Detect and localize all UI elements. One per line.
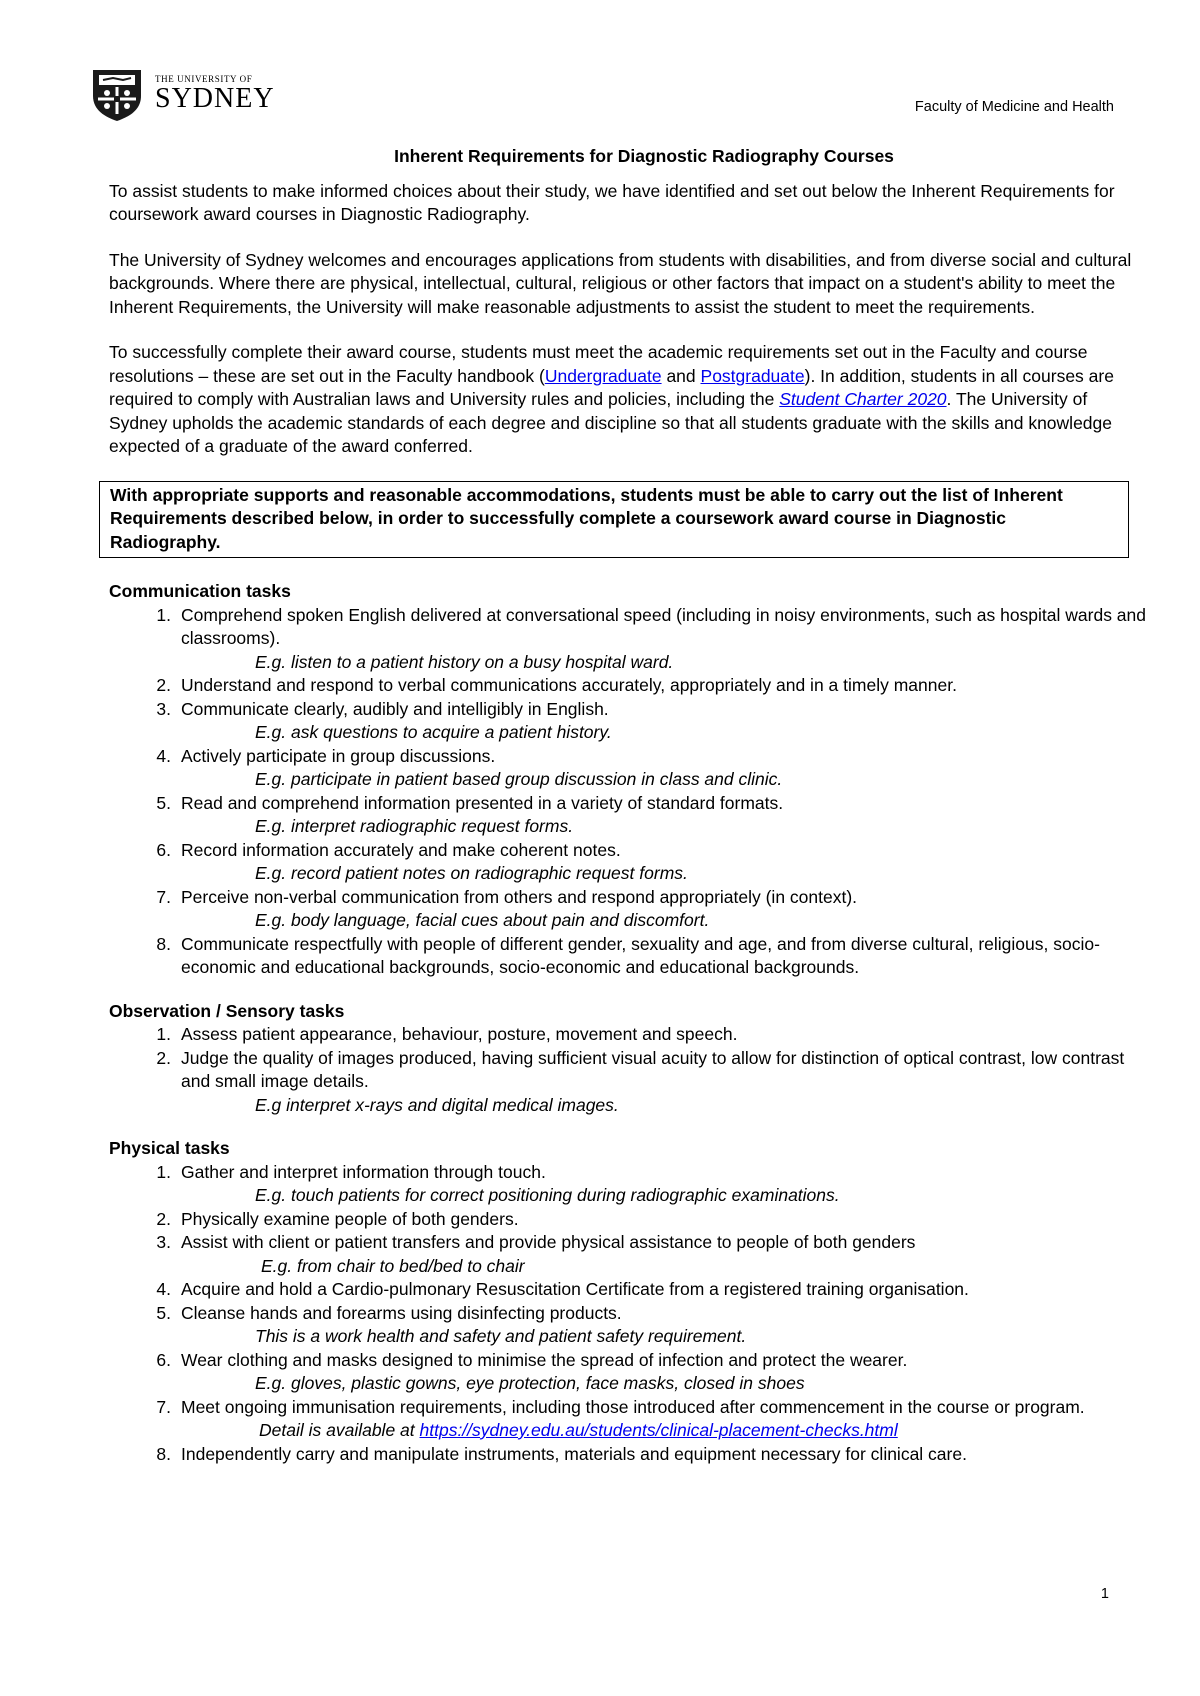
- list-item: 2. Judge the quality of images produced, having sufficient visual acuity to allow for distinction of optical contrast, low contrast and small image details. E.g interpret x-rays and digital medical images.: [109, 1047, 1149, 1118]
- example-text: E.g. body language, facial cues about pain and discomfort.: [255, 910, 710, 930]
- welcome-paragraph: The University of Sydney welcomes and encourages applications from students with disabilities, and from diverse social and cultural backgrounds. Where there are physical, intellectual, cultural, religious or other factors that impact on a student's ability to meet the Inherent Requirements, the University will make reasonable adjustments to assist the student to meet the requirements.: [109, 249, 1132, 317]
- communication-heading: Communication tasks: [109, 581, 291, 601]
- example-text: E.g. participate in patient based group discussion in class and clinic.: [255, 769, 783, 789]
- physical-list: [109, 1161, 1149, 1467]
- list-item: 7. Perceive non-verbal communication from others and respond appropriately (in context). E.g. body language, facial cues about pain and discomfort.: [109, 886, 1149, 933]
- intro-paragraph: To assist students to make informed choices about their study, we have identified and set out below the Inherent Requirements for coursework award courses in Diagnostic Radiography.: [109, 180, 1115, 224]
- list-item: 4. Acquire and hold a Cardio-pulmonary Resuscitation Certificate from a registered training organisation.: [156, 1279, 969, 1299]
- list-item: 6. Record information accurately and make coherent notes. E.g. record patient notes on radiographic request forms.: [109, 839, 1149, 886]
- undergraduate-link[interactable]: Undergraduate: [544, 365, 662, 386]
- example-text: E.g interpret x-rays and digital medical images.: [255, 1094, 619, 1115]
- university-crest-icon: [89, 66, 145, 122]
- boxed-notice: With appropriate supports and reasonable accommodations, students must be able to carry out the list of Inherent Requirements described below, in order to successfully complete a coursework award course in Diagnostic Radiography.: [99, 481, 1129, 559]
- list-item: 6. Wear clothing and masks designed to minimise the spread of infection and protect the wearer. E.g. gloves, plastic gowns, eye protection, face masks, closed in shoes: [109, 1349, 1149, 1396]
- clinical-placement-checks-link[interactable]: https://sydney.edu.au/students/clinical-placement-checks.html: [419, 1420, 898, 1440]
- example-text: E.g. touch patients for correct positioning during radiographic examinations.: [255, 1185, 840, 1205]
- list-item: 1. Assess patient appearance, behaviour, posture, movement and speech.: [156, 1024, 738, 1044]
- list-item: 1. Comprehend spoken English delivered at conversational speed (including in noisy environments, such as hospital wards and classrooms). E.g. listen to a patient history on a busy hospital ward.: [109, 604, 1149, 675]
- observation-heading: Observation / Sensory tasks: [109, 1000, 345, 1021]
- observation-list: [109, 1023, 1149, 1117]
- list-item: 5. Read and comprehend information presented in a variety of standard formats. E.g. interpret radiographic request forms.: [109, 792, 1149, 839]
- list-item: 3. Communicate clearly, audibly and intelligibly in English. E.g. ask questions to acquire a patient history.: [109, 698, 1149, 745]
- page-title: Inherent Requirements for Diagnostic Radiography Courses: [394, 146, 894, 166]
- student-charter-link[interactable]: Student Charter 2020: [779, 389, 947, 409]
- communication-list: [109, 604, 1149, 980]
- example-text: E.g. interpret radiographic request forms.: [255, 816, 574, 836]
- list-item: 2. Understand and respond to verbal communications accurately, appropriately and in a timely manner.: [156, 675, 957, 695]
- faculty-name: Faculty of Medicine and Health: [914, 99, 1114, 115]
- example-text: E.g. ask questions to acquire a patient history.: [255, 722, 612, 742]
- physical-heading: Physical tasks: [109, 1138, 230, 1158]
- university-logo: [89, 66, 275, 122]
- list-item: 7. Meet ongoing immunisation requirements, including those introduced after commencement in the course or program. Detail is available at https://sydney.edu.au/students/clinical-placement-checks.html: [109, 1396, 1149, 1443]
- list-item: 8. Independently carry and manipulate instruments, materials and equipment necessary for clinical care.: [156, 1443, 967, 1464]
- postgraduate-link[interactable]: Postgraduate: [700, 365, 805, 386]
- list-item: 8. Communicate respectfully with people of different gender, sexuality and age, and from diverse cultural, religious, socio-economic and educational backgrounds, socio-economic and educational backgrounds.: [156, 933, 1100, 977]
- page-number: 1: [1100, 1586, 1109, 1602]
- list-item: 3. Assist with client or patient transfers and provide physical assistance to people of both genders E.g. from chair to bed/bed to chair: [109, 1231, 1149, 1278]
- list-item: 2. Physically examine people of both genders.: [156, 1208, 519, 1229]
- logo-small-text: THE UNIVERSITY OF: [155, 74, 253, 84]
- document-body: [109, 145, 1149, 1486]
- logo-wordmark: [155, 75, 275, 113]
- list-item: 1. Gather and interpret information through touch. E.g. touch patients for correct positioning during radiographic examinations.: [109, 1161, 1149, 1208]
- detail-text: Detail is available at https://sydney.edu.au/students/clinical-placement-checks.html: [259, 1420, 898, 1440]
- example-text: This is a work health and safety and patient safety requirement.: [255, 1326, 747, 1346]
- example-text: E.g. from chair to bed/bed to chair: [261, 1255, 525, 1276]
- requirements-paragraph: To successfully complete their award course, students must meet the academic requirements set out in the Faculty and course resolutions – these are set out in the Faculty handbook (Undergraduate and Postgraduate). In addition, students in all courses are required to comply with Australian laws and University rules and policies, including the Student Charter 2020. The University of Sydney upholds the academic standards of each degree and discipline so that all students graduate with the skills and knowledge expected of a graduate of the award conferred.: [109, 342, 1114, 456]
- list-item: 5. Cleanse hands and forearms using disinfecting products. This is a work health and safety and patient safety requirement.: [109, 1302, 1149, 1349]
- example-text: E.g. record patient notes on radiographic request forms.: [255, 863, 688, 883]
- list-item: 4. Actively participate in group discussions. E.g. participate in patient based group discussion in class and clinic.: [109, 745, 1149, 792]
- example-text: E.g. gloves, plastic gowns, eye protection, face masks, closed in shoes: [255, 1373, 805, 1393]
- example-text: E.g. listen to a patient history on a busy hospital ward.: [255, 651, 674, 672]
- logo-big-text: SYDNEY: [155, 83, 275, 114]
